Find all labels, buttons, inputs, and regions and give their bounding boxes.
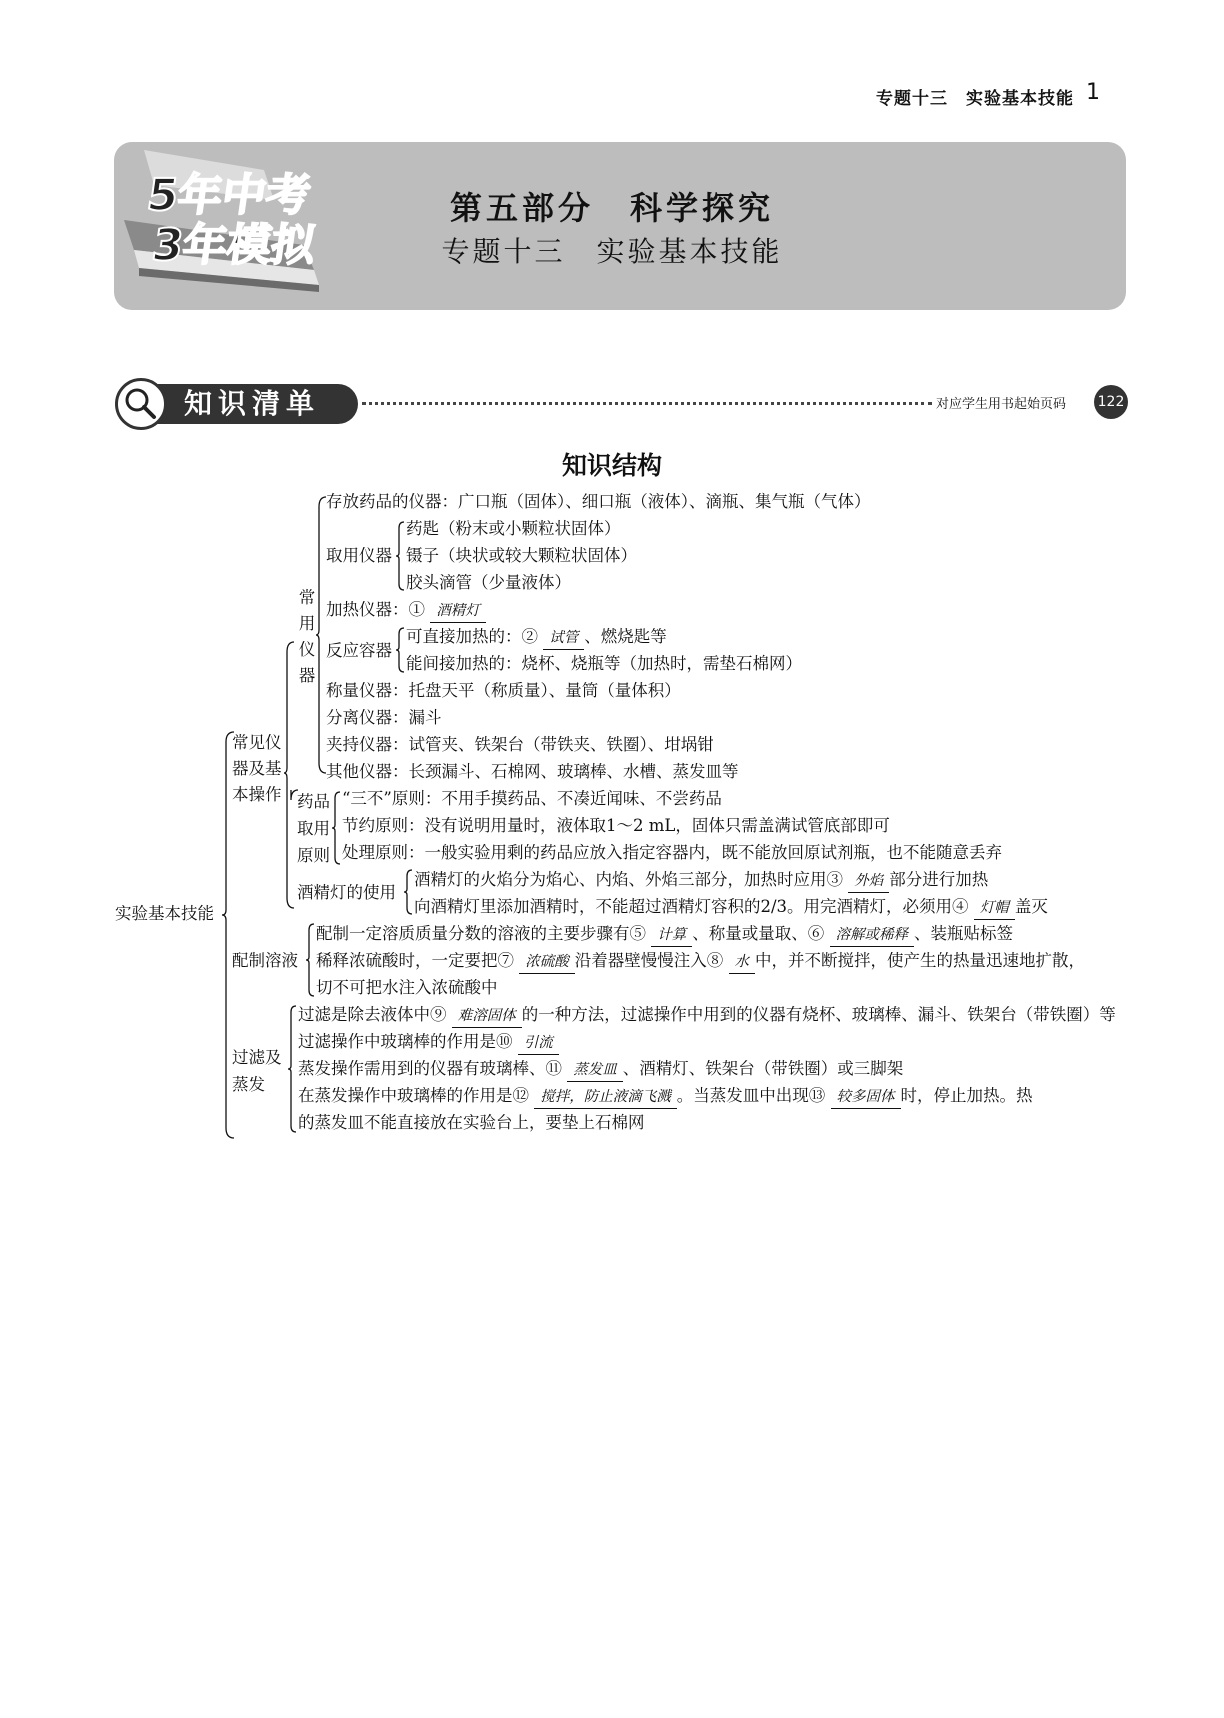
drug-item-1: “三不”原则：不用手摸药品、不凑近闻味、不尝药品 (342, 789, 722, 808)
branch-3-brace (288, 1004, 298, 1134)
logo-text-line-1: 5年中考 (144, 170, 314, 221)
branch-1-brace-main (284, 640, 296, 910)
answer-13: 较多固体 (831, 1086, 901, 1109)
root-node: 实验基本技能 (115, 904, 214, 923)
branch-1-label: 常见仪 器及基 本操作 (232, 733, 282, 804)
magnifier-icon (115, 378, 167, 430)
branch-2-brace (306, 922, 316, 998)
answer-8: 水 (729, 951, 756, 974)
filtration-line-1: 过滤是除去液体中⑨ 难溶固体 的一种方法，过滤操作中用到的仪器有烧杯、玻璃棒、漏斗、铁架台（带铁圈）等 (298, 1004, 1116, 1028)
weighing-line: 称量仪器：托盘天平（称质量）、量筒（量体积） (326, 681, 681, 700)
solution-line-1: 配制一定溶质质量分数的溶液的主要步骤有⑤ 计算 、称量或量取、⑥ 溶解或稀释 、装瓶贴标签 (316, 923, 1013, 947)
separation-line: 分离仪器：漏斗 (326, 708, 442, 727)
filtration-line-2: 过滤操作中玻璃棒的作用是⑩ 引流 (298, 1031, 559, 1055)
drug-brace (332, 790, 342, 866)
lamp-label: 酒精灯的使用 (297, 883, 396, 902)
answer-3: 外焰 (848, 870, 889, 893)
drug-item-2: 节约原则：没有说明用量时，液体取1～2 mL，固体只需盖满试管底部即可 (342, 816, 890, 835)
answer-9: 难溶固体 (452, 1005, 522, 1028)
others-line: 其他仪器：长颈漏斗、石棉网、玻璃棒、水槽、蒸发皿等 (326, 762, 739, 781)
evaporation-line-2: 在蒸发操作中玻璃棒的作用是⑫ 搅拌，防止液滴飞溅 。当蒸发皿中出现⑬ 较多固体 时，停止加热。热 (298, 1085, 1033, 1109)
reaction-label: 反应容器 (326, 641, 392, 660)
solution-line-3: 切不可把水注入浓硫酸中 (316, 978, 498, 997)
lamp-brace (404, 868, 414, 916)
branch-3-label: 过滤及 蒸发 (232, 1048, 282, 1094)
dotted-leader (362, 402, 932, 405)
answer-1: 酒精灯 (430, 600, 486, 623)
taking-brace (396, 520, 406, 592)
instruments-brace (316, 495, 328, 775)
answer-7: 浓硫酸 (519, 951, 575, 974)
storage-line: 存放药品的仪器：广口瓶（固体）、细口瓶（液体）、滴瓶、集气瓶（气体） (326, 492, 871, 511)
answer-2: 试管 (543, 627, 584, 650)
drug-item-3: 处理原则：一般实验用剩的药品应放入指定容器内，既不能放回原试剂瓶，也不能随意丢弃 (342, 843, 1002, 862)
page-ref-badge: 122 (1094, 385, 1128, 419)
heating-line: 加热仪器：① 酒精灯 (326, 599, 486, 623)
taking-item-3: 胶头滴管（少量液体） (406, 573, 571, 592)
page-number: 1 (1086, 80, 1100, 105)
solution-line-2: 稀释浓硫酸时，一定要把⑦ 浓硫酸 沿着器壁慢慢注入⑧ 水 中，并不断搅拌，使产生的热量迅速地扩散， (316, 950, 1085, 974)
answer-6: 溶解或稀释 (830, 924, 915, 947)
holding-line: 夹持仪器：试管夹、铁架台（带铁夹、铁圈）、坩埚钳 (326, 735, 714, 754)
running-head: 专题十三 实验基本技能 (876, 89, 1074, 109)
evaporation-line-1: 蒸发操作需用到的仪器有玻璃棒、⑪ 蒸发皿 、酒精灯、铁架台（带铁圈）或三脚架 (298, 1058, 903, 1082)
answer-10: 引流 (518, 1032, 559, 1055)
section-label: 知识清单 (150, 384, 358, 424)
taking-item-1: 药匙（粉末或小颗粒状固体） (406, 519, 621, 538)
answer-4: 灯帽 (974, 897, 1015, 920)
logo-text-line-2: 3年模拟 (149, 220, 319, 271)
reaction-line-2: 能间接加热的：烧杯、烧瓶等（加热时，需垫石棉网） (406, 654, 802, 673)
chapter-title: 专题十三 实验基本技能 (441, 235, 783, 268)
taking-item-2: 镊子（块状或较大颗粒状固体） (406, 546, 637, 565)
structure-title: 知识结构 (561, 451, 662, 480)
part-title: 第五部分 科学探究 (449, 189, 774, 227)
page-ref-label: 对应学生用书起始页码 (936, 397, 1067, 412)
reaction-brace (396, 626, 406, 674)
evaporation-line-3: 的蒸发皿不能直接放在实验台上，要垫上石棉网 (298, 1113, 645, 1132)
answer-11: 蒸发皿 (567, 1059, 623, 1082)
taking-label: 取用仪器 (326, 546, 392, 565)
answer-12: 搅拌，防止液滴飞溅 (534, 1086, 677, 1109)
answer-5: 计算 (651, 924, 692, 947)
branch-2-label: 配制溶液 (232, 951, 298, 970)
lamp-line-1: 酒精灯的火焰分为焰心、内焰、外焰三部分，加热时应用③ 外焰 部分进行加热 (414, 869, 988, 893)
reaction-line-1: 可直接加热的：② 试管 、燃烧匙等 (406, 626, 667, 650)
instruments-label: 常 用 仪 器 (298, 588, 316, 685)
drug-label: 药品 取用 原则 (297, 792, 330, 865)
lamp-line-2: 向酒精灯里添加酒精时，不能超过酒精灯容积的2/3。用完酒精灯，必须用④ 灯帽 盖灭 (414, 896, 1048, 920)
